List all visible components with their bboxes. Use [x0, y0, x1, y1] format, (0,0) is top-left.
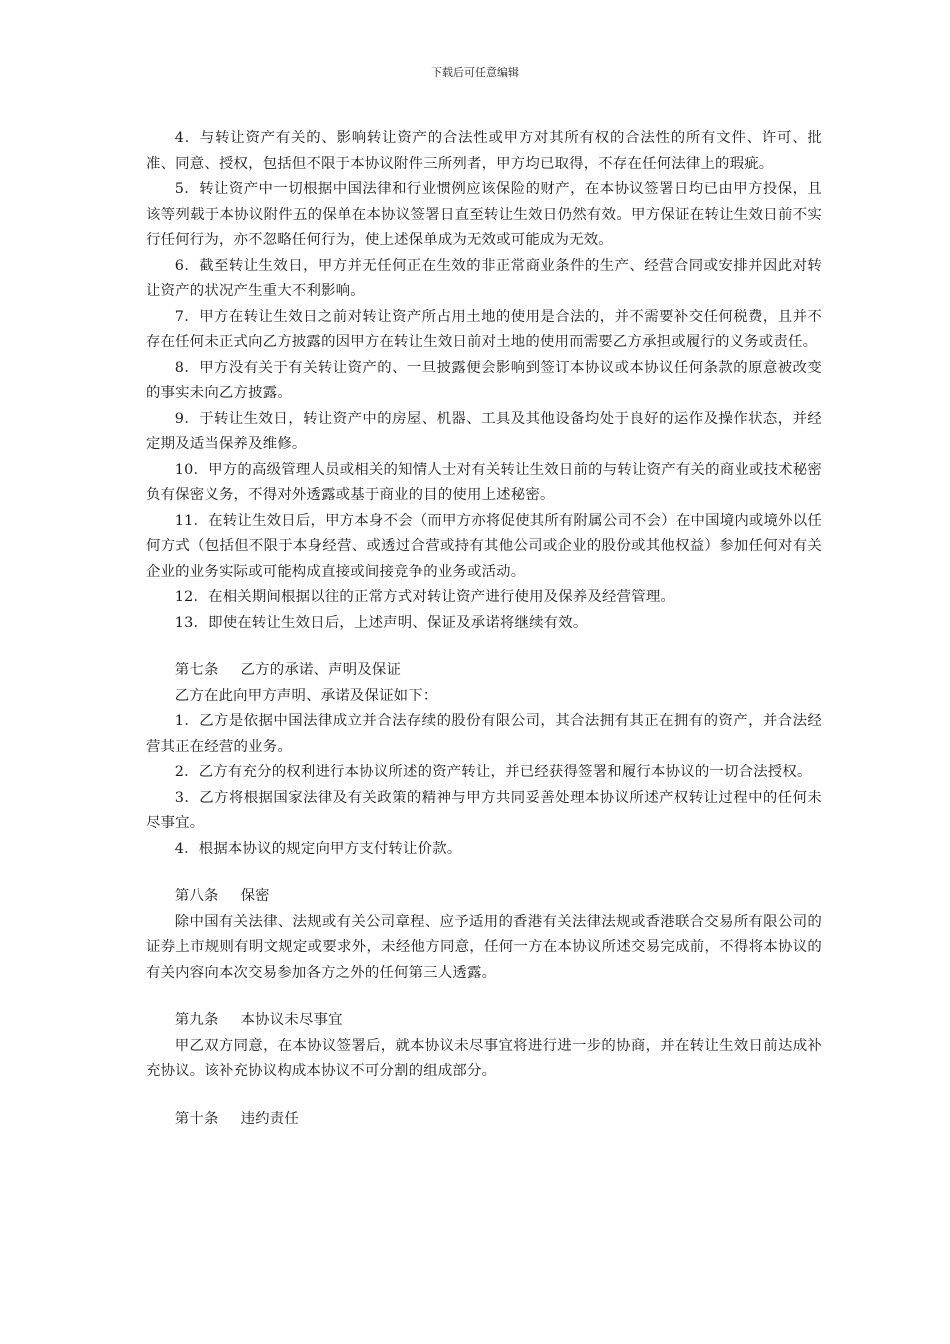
- document-body: [146, 126, 822, 1132]
- clause-paragraph: 6．截至转让生效日，甲方并无任何正在生效的非正常商业条件的生产、经营合同或安排并因此对转让资产的状况产生重大不利影响。: [146, 257, 822, 299]
- clause-paragraph: 4．与转让资产有关的、影响转让资产的合法性或甲方对其所有权的合法性的所有文件、许可、批准、同意、授权，包括但不限于本协议附件三所列者，甲方均已取得，不存在任何法律上的瑕疵。: [146, 130, 822, 172]
- section-gap: [146, 862, 822, 884]
- clause-paragraph: 4．根据本协议的规定向甲方支付转让价款。: [174, 840, 462, 857]
- article-number: 第九条: [174, 1012, 219, 1028]
- clause-paragraph: 12．在相关期间根据以往的正常方式对转让资产进行使用及保养及经营管理。: [174, 589, 676, 605]
- article-text: 除中国有关法律、法规或有关公司章程、应予适用的香港有关法律法规或香港联合交易所有限公司的证券上市规则有明文规定或要求外，未经他方同意，任何一方在本协议所述交易完成前，不得将本协议的有关内容向本次交易参加各方之外的任何第三人透露。: [146, 913, 822, 981]
- article-number: 第七条: [174, 662, 219, 678]
- article-intro: 乙方在此向甲方声明、承诺及保证如下：: [174, 687, 438, 704]
- section-gap: [146, 1085, 822, 1107]
- clause-paragraph: 8．甲方没有关于有关转让资产的、一旦披露便会影响到签订本协议或本协议任何条款的原意被改变的事实未向乙方披露。: [146, 359, 822, 401]
- page-header: 下载后可任意编辑: [431, 66, 519, 79]
- clause-paragraph: 5．转让资产中一切根据中国法律和行业惯例应该保险的财产，在本协议签署日均已由甲方投保，且该等列载于本协议附件五的保单在本协议签署日直至转让生效日仍然有效。甲方保证在转让生效日前不实行任何行为，亦不忽略任何行为，使上述保单成为无效或可能成为无效。: [146, 181, 822, 248]
- article-title: 违约责任: [240, 1110, 299, 1127]
- article-8-heading: [146, 884, 822, 910]
- article-9-heading: [146, 1008, 822, 1034]
- article-7-heading: [146, 658, 822, 684]
- section-gap: [146, 636, 822, 658]
- article-number: 第十条: [174, 1110, 219, 1127]
- clause-paragraph: 3．乙方将根据国家法律及有关政策的精神与甲方共同妥善处理本协议所述产权转让过程中的任何未尽事宜。: [146, 789, 822, 831]
- section-gap: [146, 986, 822, 1008]
- clause-paragraph: 10．甲方的高级管理人员或相关的知情人士对有关转让生效日前的与转让资产有关的商业或技术秘密负有保密义务，不得对外透露或基于商业的目的使用上述秘密。: [146, 461, 822, 503]
- article-10-heading: [146, 1107, 822, 1133]
- clause-paragraph: 7．甲方在转让生效日之前对转让资产所占用土地的使用是合法的，并不需要补交任何税费，且并不存在任何未正式向乙方披露的因甲方在转让生效日前对土地的使用而需要乙方承担或履行的义务或责任。: [146, 308, 822, 350]
- clause-paragraph: 9．于转让生效日，转让资产中的房屋、机器、工具及其他设备均处于良好的运作及操作状态，并经定期及适当保养及维修。: [146, 410, 822, 452]
- article-text: 甲乙双方同意，在本协议签署后，就本协议未尽事宜将进行进一步的协商，并在转让生效日前达成补充协议。该补充协议构成本协议不可分割的组成部分。: [146, 1037, 822, 1079]
- article-title: 保密: [240, 888, 270, 904]
- clause-paragraph: 11．在转让生效日后，甲方本身不会（而甲方亦将促使其所有附属公司不会）在中国境内或境外以任何方式（包括但不限于本身经营、或透过合营或持有其他公司或企业的股份或其他权益）参加任何对有关企业的业务实际或可能构成直接或间接竞争的业务或活动。: [146, 512, 822, 580]
- clause-paragraph: 2．乙方有充分的权利进行本协议所述的资产转让，并已经获得签署和履行本协议的一切合法授权。: [174, 764, 812, 780]
- article-number: 第八条: [174, 888, 219, 904]
- article-title: 乙方的承诺、声明及保证: [240, 662, 402, 678]
- clause-paragraph: 1．乙方是依据中国法律成立并合法存续的股份有限公司，其合法拥有其正在拥有的资产，并合法经营其正在经营的业务。: [146, 713, 822, 755]
- clause-paragraph: 13．即使在转让生效日后，上述声明、保证及承诺将继续有效。: [174, 614, 588, 631]
- article-title: 本协议未尽事宜: [240, 1012, 343, 1028]
